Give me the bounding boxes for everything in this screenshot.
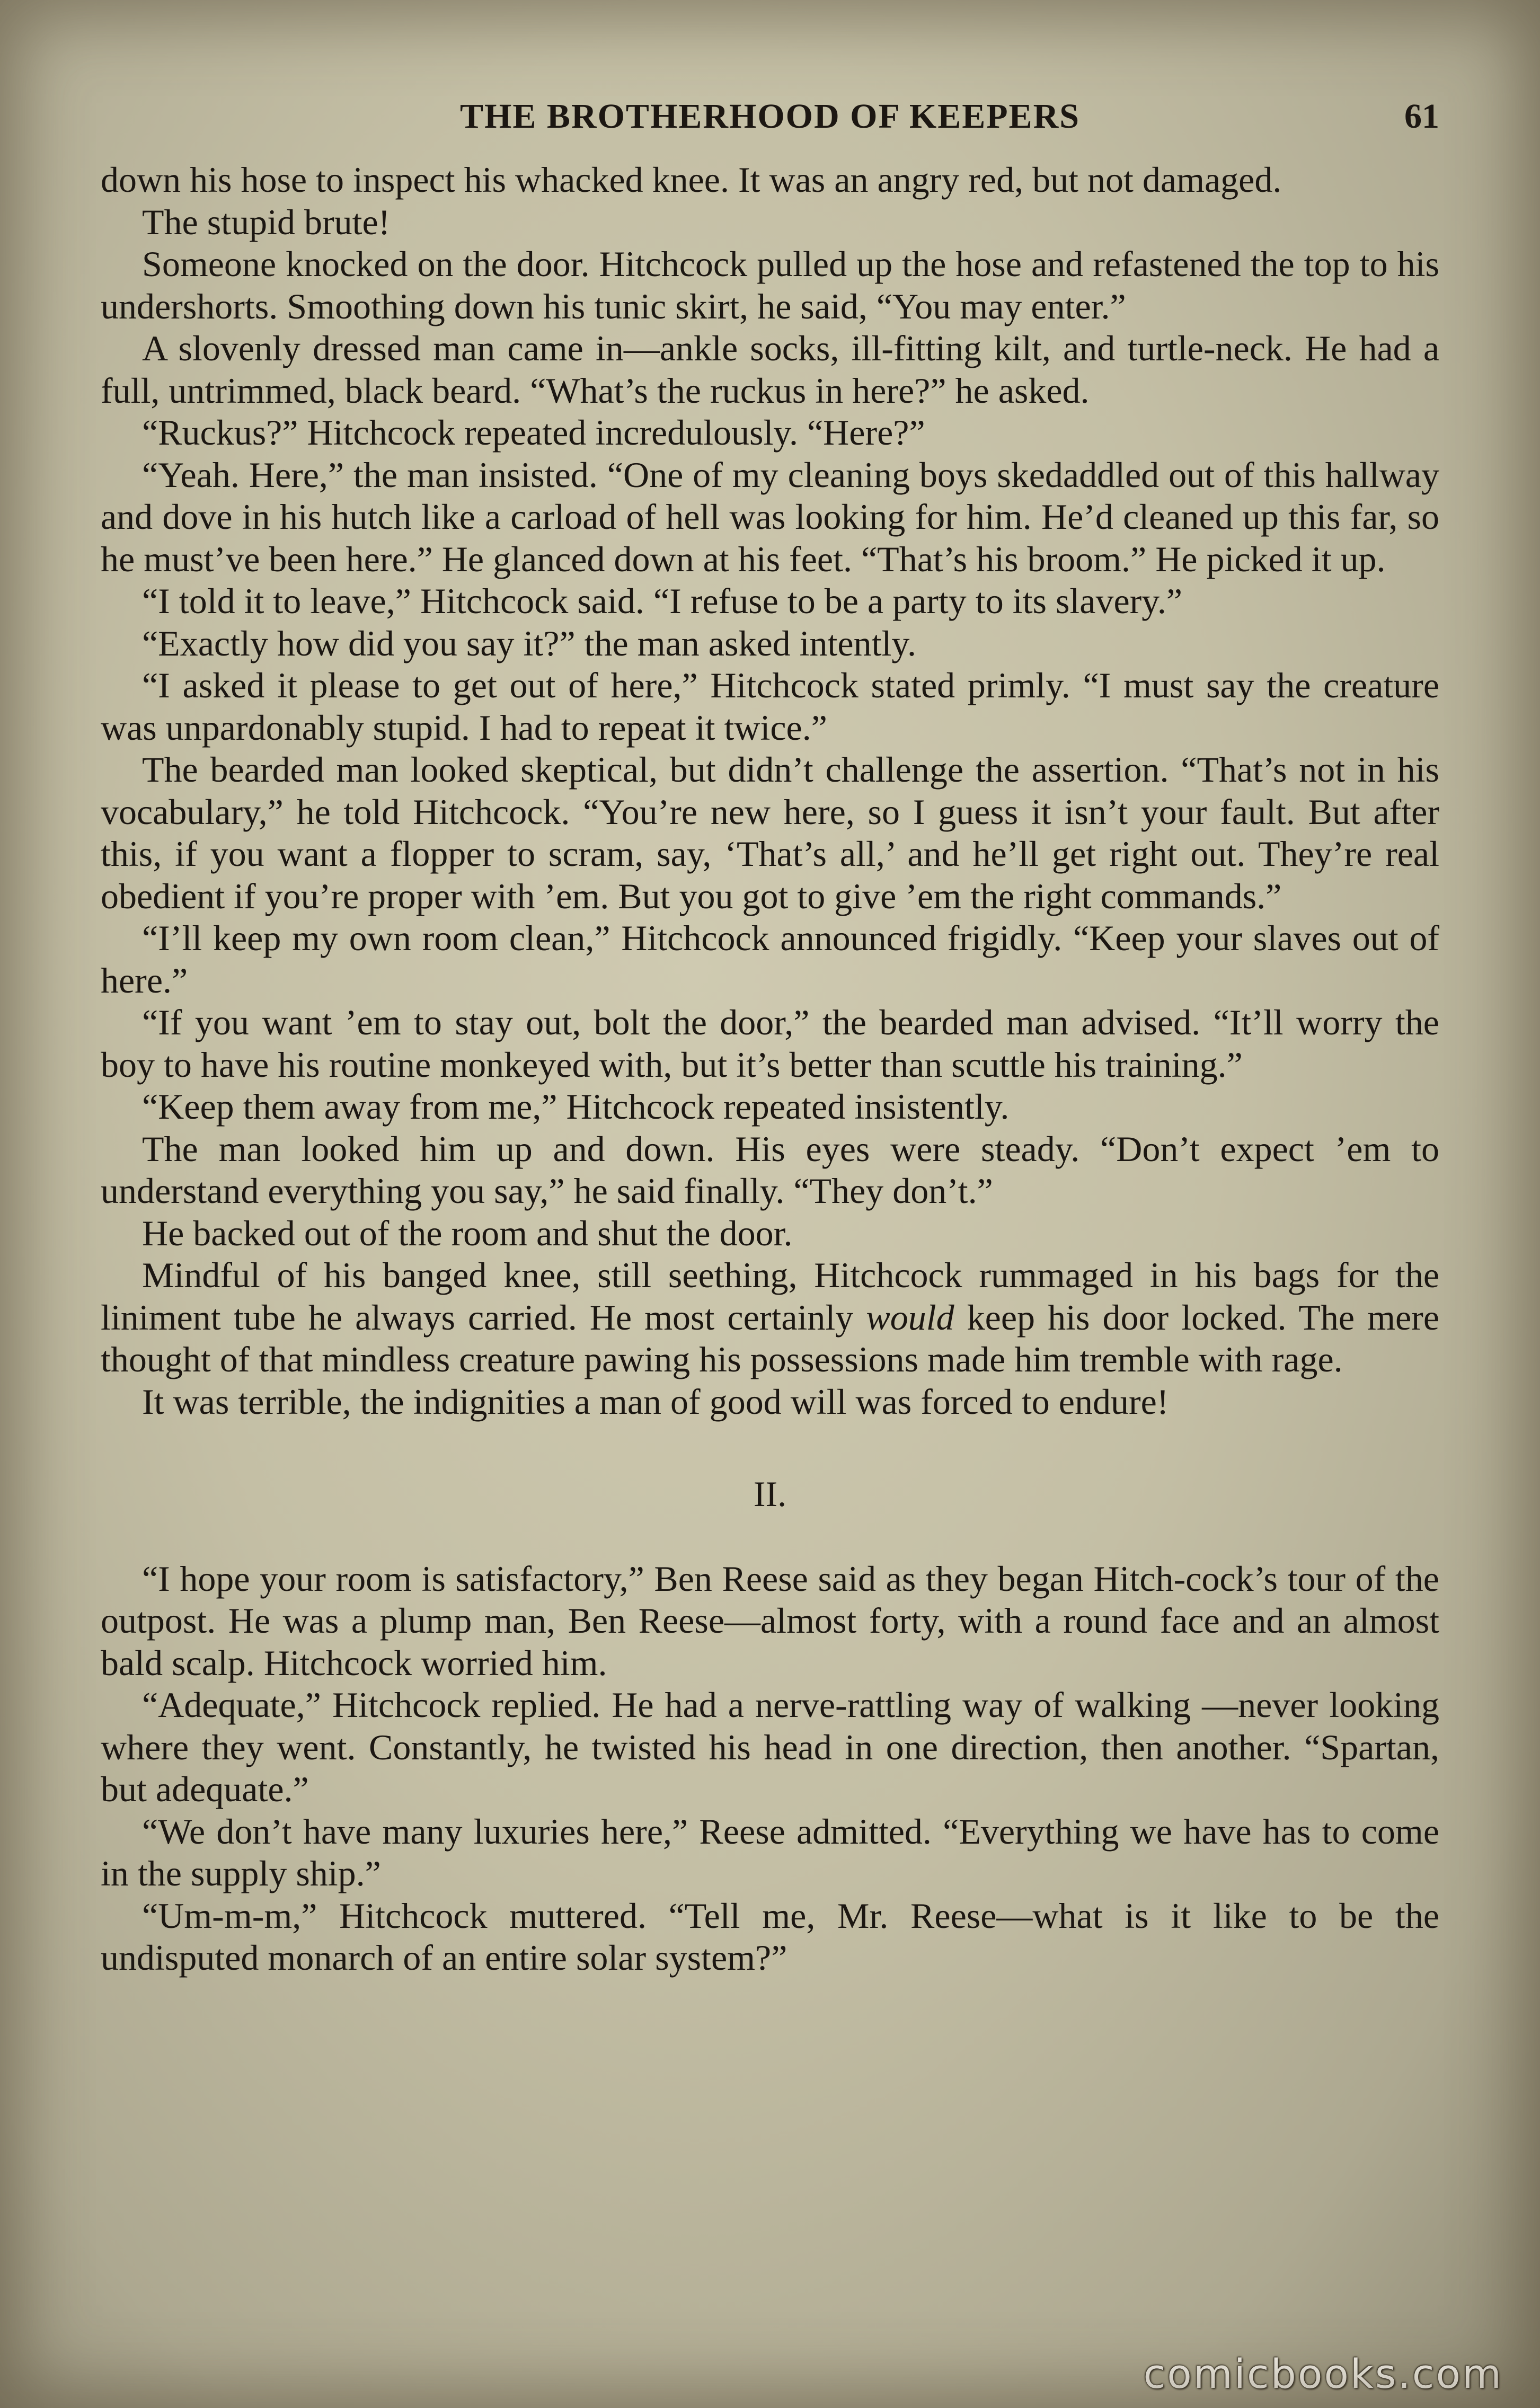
paragraph: The stupid brute! <box>142 201 391 242</box>
body-text <box>101 159 1439 1979</box>
paragraph: “Yeah. Here,” the man insisted. “One of my cleaning boys skedaddled out of this hallway and dove in his hutch like a carload of hell was looking for him. He’d cleaned up this far, so he must’ve been here.” He glanced down at his feet. “That’s his broom.” He picked it up. <box>101 454 1439 579</box>
paragraph: “I asked it please to get out of here,” Hitchcock stated primly. “I must say the creature was unpardonably stupid. I had to repeat it twice.” <box>101 665 1439 748</box>
paragraph: “I hope your room is satisfactory,” Ben Reese said as they began Hitch-cock’s tour of the outpost. He was a plump man, Ben Reese—almost forty, with a round face and an almost bald scalp. Hitchcock worried him. <box>101 1558 1439 1683</box>
page-header <box>101 87 1439 146</box>
emphasis: would <box>866 1297 954 1338</box>
paragraph: It was terrible, the indignities a man of good will was forced to endure! <box>142 1381 1169 1422</box>
paragraph: “Um-m-m,” Hitchcock muttered. “Tell me, Mr. Reese—what is it like to be the undisputed monarch of an entire solar system?” <box>101 1895 1439 1978</box>
paragraph: “Keep them away from me,” Hitchcock repeated insistently. <box>142 1086 1010 1127</box>
paragraph: “We don’t have many luxuries here,” Reese admitted. “Everything we have has to come in the supply ship.” <box>101 1811 1439 1893</box>
page-number: 61 <box>1404 97 1439 136</box>
paragraph <box>101 1254 1439 1381</box>
paragraph: “If you want ’em to stay out, bolt the door,” the bearded man advised. “It’ll worry the boy to have his routine monkeyed with, but it’s better than scuttle his training.” <box>101 1002 1439 1085</box>
paragraph: He backed out of the room and shut the door. <box>142 1212 793 1253</box>
paragraph: “Ruckus?” Hitchcock repeated incredulously. “Here?” <box>142 412 925 453</box>
paragraph: The bearded man looked skeptical, but didn’t challenge the assertion. “That’s not in his vocabulary,” he told Hitchcock. “You’re new here, so I guess it isn’t your fault. But after this, if you want a flopper to scram, say, ‘That’s all,’ and he’ll get right out. They’re real obedient if you’re proper with ’em. But you got to give ’em the right commands.” <box>101 749 1439 916</box>
paragraph: “I told it to leave,” Hitchcock said. “I refuse to be a party to its slavery.” <box>142 581 1183 621</box>
paragraph: down his hose to inspect his whacked knee. It was an angry red, but not damaged. <box>101 160 1282 200</box>
section-heading: II. <box>753 1474 787 1514</box>
paragraph: A slovenly dressed man came in—ankle socks, ill-fitting kilt, and turtle-neck. He had a full, untrimmed, black beard. “What’s the ruckus in here?” he asked. <box>101 328 1439 411</box>
paragraph: “I’ll keep my own room clean,” Hitchcock announced frigidly. “Keep your slaves out of here.” <box>101 918 1439 1001</box>
paragraph: Someone knocked on the door. Hitchcock pulled up the hose and refastened the top to his undershorts. Smoothing down his tunic skirt, he said, “You may enter.” <box>101 244 1439 326</box>
paragraph: “Adequate,” Hitchcock replied. He had a nerve-rattling way of walking —never looking where they went. Constantly, he twisted his head in one direction, then another. “Spartan, but adequate.” <box>101 1685 1439 1809</box>
paragraph-text: Mindful of his banged knee, still seething, Hitchcock rummaged in his bags for the liniment tube he always carried. He most certainly <box>101 1255 1439 1338</box>
paragraph: The man looked him up and down. His eyes were steady. “Don’t expect ’em to understand everything you say,” he said finally. “They don’t.” <box>101 1128 1439 1211</box>
running-head: THE BROTHERHOOD OF KEEPERS <box>460 97 1080 136</box>
watermark: comicbooks.com <box>1143 2350 1503 2397</box>
paragraph-text: keep his door locked. The mere thought of that mindless creature pawing his possessions made him tremble with rage. <box>101 1297 1439 1379</box>
paragraph: “Exactly how did you say it?” the man asked intently. <box>142 623 916 663</box>
